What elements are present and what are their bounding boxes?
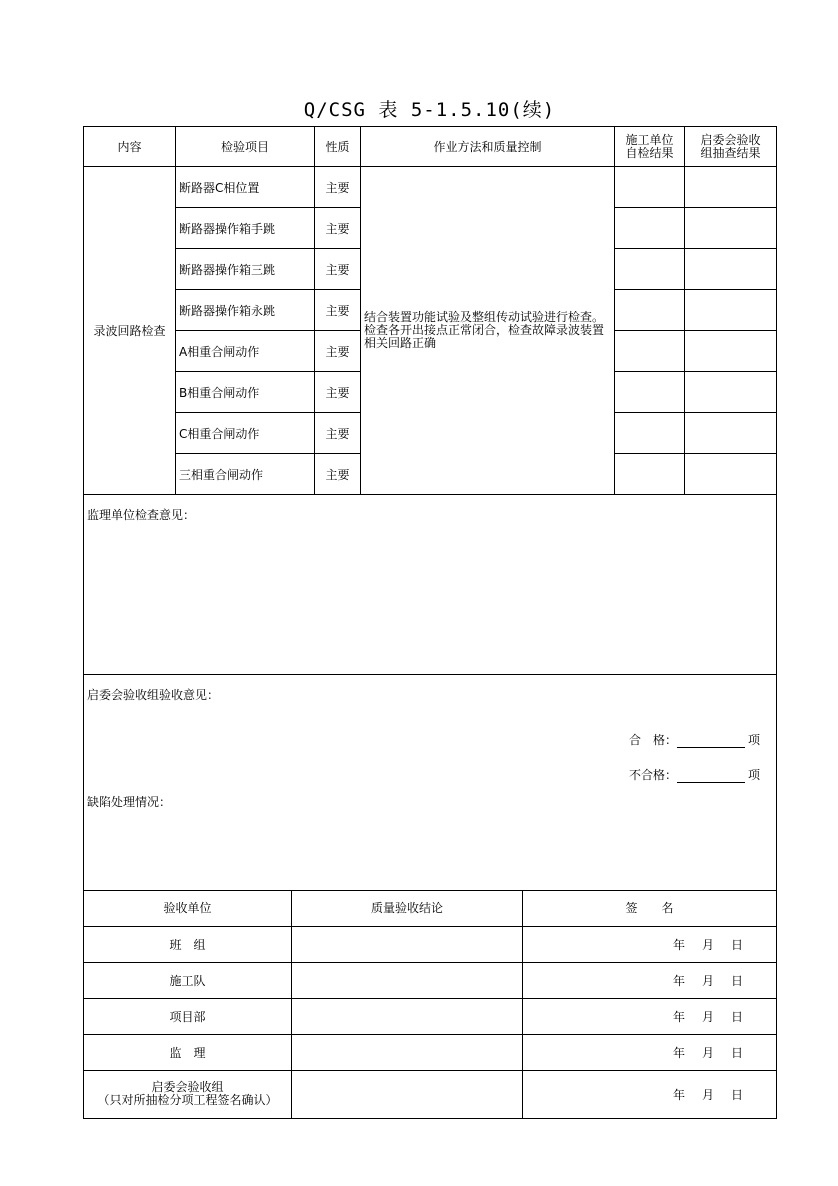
item-cell: 三相重合闸动作 [176,454,315,495]
sign-unit-committee [84,1070,292,1118]
inspection-table [83,126,777,495]
sign-header-unit: 验收单位 [84,890,292,926]
signature-row [84,926,777,962]
sign-unit-team: 班 组 [84,926,292,962]
unqualified-label: 不合格： [629,768,678,782]
unqualified-unit: 项 [748,768,761,782]
committee-cell[interactable] [685,331,777,372]
year-label: 年 [672,973,685,988]
qualified-count-field[interactable] [677,735,745,748]
conclusion-cell[interactable] [292,926,523,962]
signature-row [84,962,777,998]
year-label: 年 [672,937,685,952]
nature-cell: 主要 [315,372,361,413]
signature-row [84,1034,777,1070]
header-committee-line1: 启委会验收 [700,132,761,147]
supervision-label: 监理单位检查意见： [87,508,196,522]
qualified-label: 合 格： [629,733,678,747]
committee-line1: 启委会验收组 [151,1080,224,1094]
sign-header-signature: 签 名 [523,890,777,926]
nature-cell: 主要 [315,167,361,208]
month-label: 月 [701,1087,714,1102]
qualified-unit: 项 [748,733,761,747]
section-name: 录波回路检查 [84,167,176,495]
year-label: 年 [672,1045,685,1060]
conclusion-cell[interactable] [292,962,523,998]
month-label: 月 [701,973,714,988]
header-self-check-line2: 自检结果 [625,145,674,160]
method-cell: 结合装置功能试验及整组传动试验进行检查。检查各开出接点正常闭合，检查故障录波装置相关回路正确 [361,167,615,495]
self-check-cell[interactable] [615,167,685,208]
self-check-cell[interactable] [615,413,685,454]
signature-date-cell[interactable] [523,1034,777,1070]
header-self-check [615,127,685,167]
committee-line2: （只对所抽检分项工程签名确认） [97,1093,278,1107]
day-label: 日 [730,1009,743,1024]
item-cell: 断路器操作箱三跳 [176,249,315,290]
conclusion-cell[interactable] [292,1034,523,1070]
item-cell: C相重合闸动作 [176,413,315,454]
year-label: 年 [672,1087,685,1102]
acceptance-label: 启委会验收组验收意见： [87,688,220,702]
day-label: 日 [730,1045,743,1060]
header-row [84,127,777,167]
month-label: 月 [701,1045,714,1060]
signature-row [84,1070,777,1118]
signature-table [83,890,777,1119]
unqualified-line [629,766,760,783]
sign-unit-supervision: 监 理 [84,1034,292,1070]
signature-date-cell[interactable] [523,962,777,998]
self-check-cell[interactable] [615,290,685,331]
header-committee [685,127,777,167]
committee-cell[interactable] [685,372,777,413]
self-check-cell[interactable] [615,249,685,290]
day-label: 日 [730,1087,743,1102]
year-label: 年 [672,1009,685,1024]
committee-cell[interactable] [685,290,777,331]
item-cell: 断路器C相位置 [176,167,315,208]
nature-cell: 主要 [315,413,361,454]
nature-cell: 主要 [315,454,361,495]
supervision-box[interactable] [83,494,777,675]
header-committee-line2: 组抽查结果 [700,145,761,160]
self-check-cell[interactable] [615,372,685,413]
signature-header-row [84,890,777,926]
signature-date-cell[interactable] [523,1070,777,1118]
committee-cell[interactable] [685,454,777,495]
unqualified-count-field[interactable] [677,770,745,783]
header-self-check-line1: 施工单位 [625,132,674,147]
self-check-cell[interactable] [615,208,685,249]
signature-date-cell[interactable] [523,998,777,1034]
month-label: 月 [701,937,714,952]
item-cell: 断路器操作箱永跳 [176,290,315,331]
committee-cell[interactable] [685,208,777,249]
day-label: 日 [730,973,743,988]
committee-cell[interactable] [685,249,777,290]
page-title: Q/CSG 表 5-1.5.10(续) [303,99,556,121]
header-nature: 性质 [315,127,361,167]
conclusion-cell[interactable] [292,1070,523,1118]
header-content: 内容 [84,127,176,167]
table-row [84,167,777,208]
self-check-cell[interactable] [615,331,685,372]
item-cell: 断路器操作箱手跳 [176,208,315,249]
acceptance-box[interactable] [83,674,777,891]
self-check-cell[interactable] [615,454,685,495]
header-method: 作业方法和质量控制 [361,127,615,167]
sign-unit-project: 项目部 [84,998,292,1034]
item-cell: B相重合闸动作 [176,372,315,413]
committee-cell[interactable] [685,413,777,454]
defect-label: 缺陷处理情况： [87,795,172,809]
qualified-line [629,731,760,748]
month-label: 月 [701,1009,714,1024]
item-cell: A相重合闸动作 [176,331,315,372]
nature-cell: 主要 [315,290,361,331]
sign-header-conclusion: 质量验收结论 [292,890,523,926]
signature-date-cell[interactable] [523,926,777,962]
nature-cell: 主要 [315,249,361,290]
sign-unit-construction: 施工队 [84,962,292,998]
day-label: 日 [730,937,743,952]
committee-cell[interactable] [685,167,777,208]
conclusion-cell[interactable] [292,998,523,1034]
header-item: 检验项目 [176,127,315,167]
signature-row [84,998,777,1034]
nature-cell: 主要 [315,331,361,372]
nature-cell: 主要 [315,208,361,249]
